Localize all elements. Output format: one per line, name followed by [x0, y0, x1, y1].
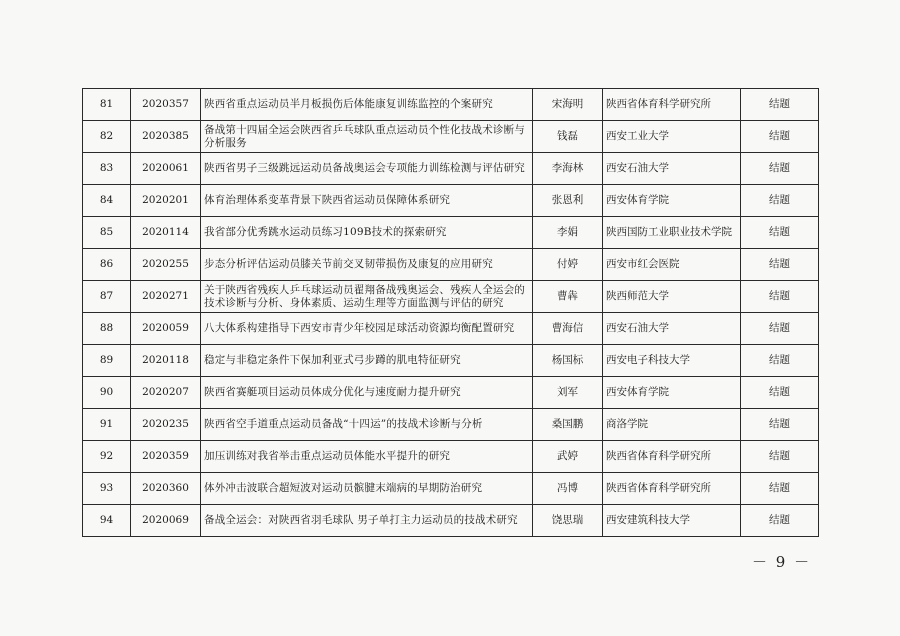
project-leader-cell: 付婷 — [533, 249, 603, 281]
project-title-cell: 八大体系构建指导下西安市青少年校园足球活动资源均衡配置研究 — [201, 313, 533, 345]
project-status-cell: 结题 — [741, 473, 819, 505]
project-leader-cell: 冯博 — [533, 473, 603, 505]
row-number-cell: 83 — [83, 153, 131, 185]
project-code-cell: 2020255 — [131, 249, 201, 281]
project-code-cell: 2020118 — [131, 345, 201, 377]
row-number-cell: 82 — [83, 121, 131, 153]
row-number-cell: 90 — [83, 377, 131, 409]
organization-cell: 西安工业大学 — [603, 121, 741, 153]
project-status-cell: 结题 — [741, 505, 819, 537]
project-leader-cell: 钱磊 — [533, 121, 603, 153]
project-code-cell: 2020114 — [131, 217, 201, 249]
project-leader-cell: 饶思瑞 — [533, 505, 603, 537]
project-leader-cell: 杨国标 — [533, 345, 603, 377]
project-title-cell: 陕西省重点运动员半月板损伤后体能康复训练监控的个案研究 — [201, 89, 533, 121]
row-number-cell: 89 — [83, 345, 131, 377]
project-title-cell: 我省部分优秀跳水运动员练习109B技术的探索研究 — [201, 217, 533, 249]
page-number: － 9 － — [752, 553, 812, 571]
table-row — [83, 281, 819, 313]
project-leader-cell: 李娟 — [533, 217, 603, 249]
project-code-cell: 2020207 — [131, 377, 201, 409]
project-leader-cell: 刘军 — [533, 377, 603, 409]
project-code-cell: 2020059 — [131, 313, 201, 345]
project-title-cell: 陕西省空手道重点运动员备战“十四运”的技战术诊断与分析 — [201, 409, 533, 441]
organization-cell: 陕西国防工业职业技术学院 — [603, 217, 741, 249]
organization-cell: 商洛学院 — [603, 409, 741, 441]
project-status-cell: 结题 — [741, 89, 819, 121]
project-status-cell: 结题 — [741, 185, 819, 217]
organization-cell: 西安建筑科技大学 — [603, 505, 741, 537]
row-number-cell: 84 — [83, 185, 131, 217]
table-row — [83, 473, 819, 505]
project-code-cell: 2020069 — [131, 505, 201, 537]
project-title-cell: 稳定与非稳定条件下保加利亚式弓步蹲的肌电特征研究 — [201, 345, 533, 377]
project-status-cell: 结题 — [741, 153, 819, 185]
project-title-cell: 备战全运会：对陕西省羽毛球队 男子单打主力运动员的技战术研究 — [201, 505, 533, 537]
row-number-cell: 93 — [83, 473, 131, 505]
project-title-cell: 关于陕西省残疾人乒乓球运动员翟翔备战残奥运会、残疾人全运会的技术诊断与分析、身体素质、运动生理等方面监测与评估的研究 — [201, 281, 533, 313]
project-title-cell: 体外冲击波联合超短波对运动员髌腱末端病的早期防治研究 — [201, 473, 533, 505]
project-status-cell: 结题 — [741, 281, 819, 313]
project-leader-cell: 曹海信 — [533, 313, 603, 345]
project-title-cell: 加压训练对我省举击重点运动员体能水平提升的研究 — [201, 441, 533, 473]
project-leader-cell: 宋海明 — [533, 89, 603, 121]
organization-cell: 陕西师范大学 — [603, 281, 741, 313]
project-code-cell: 2020235 — [131, 409, 201, 441]
project-code-cell: 2020357 — [131, 89, 201, 121]
project-code-cell: 2020385 — [131, 121, 201, 153]
table-row — [83, 153, 819, 185]
project-code-cell: 2020061 — [131, 153, 201, 185]
project-title-cell: 备战第十四届全运会陕西省乒乓球队重点运动员个性化技战术诊断与分析服务 — [201, 121, 533, 153]
table-row — [83, 185, 819, 217]
table-row — [83, 313, 819, 345]
row-number-cell: 81 — [83, 89, 131, 121]
project-table — [82, 88, 819, 537]
row-number-cell: 86 — [83, 249, 131, 281]
project-status-cell: 结题 — [741, 441, 819, 473]
project-status-cell: 结题 — [741, 121, 819, 153]
project-title-cell: 陕西省男子三级跳远运动员备战奥运会专项能力训练检测与评估研究 — [201, 153, 533, 185]
organization-cell: 陕西省体育科学研究所 — [603, 441, 741, 473]
organization-cell: 西安体育学院 — [603, 377, 741, 409]
row-number-cell: 91 — [83, 409, 131, 441]
project-status-cell: 结题 — [741, 409, 819, 441]
table-row — [83, 217, 819, 249]
project-leader-cell: 曹犇 — [533, 281, 603, 313]
row-number-cell: 85 — [83, 217, 131, 249]
project-leader-cell: 桑国鹏 — [533, 409, 603, 441]
table-row — [83, 409, 819, 441]
organization-cell: 西安市红会医院 — [603, 249, 741, 281]
row-number-cell: 88 — [83, 313, 131, 345]
organization-cell: 陕西省体育科学研究所 — [603, 473, 741, 505]
project-title-cell: 陕西省赛艇项目运动员体成分优化与速度耐力提升研究 — [201, 377, 533, 409]
organization-cell: 西安石油大学 — [603, 153, 741, 185]
table-row — [83, 441, 819, 473]
project-status-cell: 结题 — [741, 377, 819, 409]
table-row — [83, 121, 819, 153]
project-title-cell: 体育治理体系变革背景下陕西省运动员保障体系研究 — [201, 185, 533, 217]
project-leader-cell: 李海林 — [533, 153, 603, 185]
table-row — [83, 345, 819, 377]
project-table-body — [83, 89, 819, 537]
organization-cell: 西安电子科技大学 — [603, 345, 741, 377]
organization-cell: 西安石油大学 — [603, 313, 741, 345]
project-code-cell: 2020360 — [131, 473, 201, 505]
project-status-cell: 结题 — [741, 313, 819, 345]
project-leader-cell: 武婷 — [533, 441, 603, 473]
project-status-cell: 结题 — [741, 345, 819, 377]
project-code-cell: 2020201 — [131, 185, 201, 217]
row-number-cell: 92 — [83, 441, 131, 473]
organization-cell: 陕西省体育科学研究所 — [603, 89, 741, 121]
project-status-cell: 结题 — [741, 249, 819, 281]
table-row — [83, 505, 819, 537]
row-number-cell: 94 — [83, 505, 131, 537]
project-title-cell: 步态分析评估运动员膝关节前交叉韧带损伤及康复的应用研究 — [201, 249, 533, 281]
table-row — [83, 377, 819, 409]
project-code-cell: 2020271 — [131, 281, 201, 313]
organization-cell: 西安体育学院 — [603, 185, 741, 217]
project-status-cell: 结题 — [741, 217, 819, 249]
project-code-cell: 2020359 — [131, 441, 201, 473]
project-leader-cell: 张恩利 — [533, 185, 603, 217]
table-row — [83, 249, 819, 281]
table-row — [83, 89, 819, 121]
row-number-cell: 87 — [83, 281, 131, 313]
